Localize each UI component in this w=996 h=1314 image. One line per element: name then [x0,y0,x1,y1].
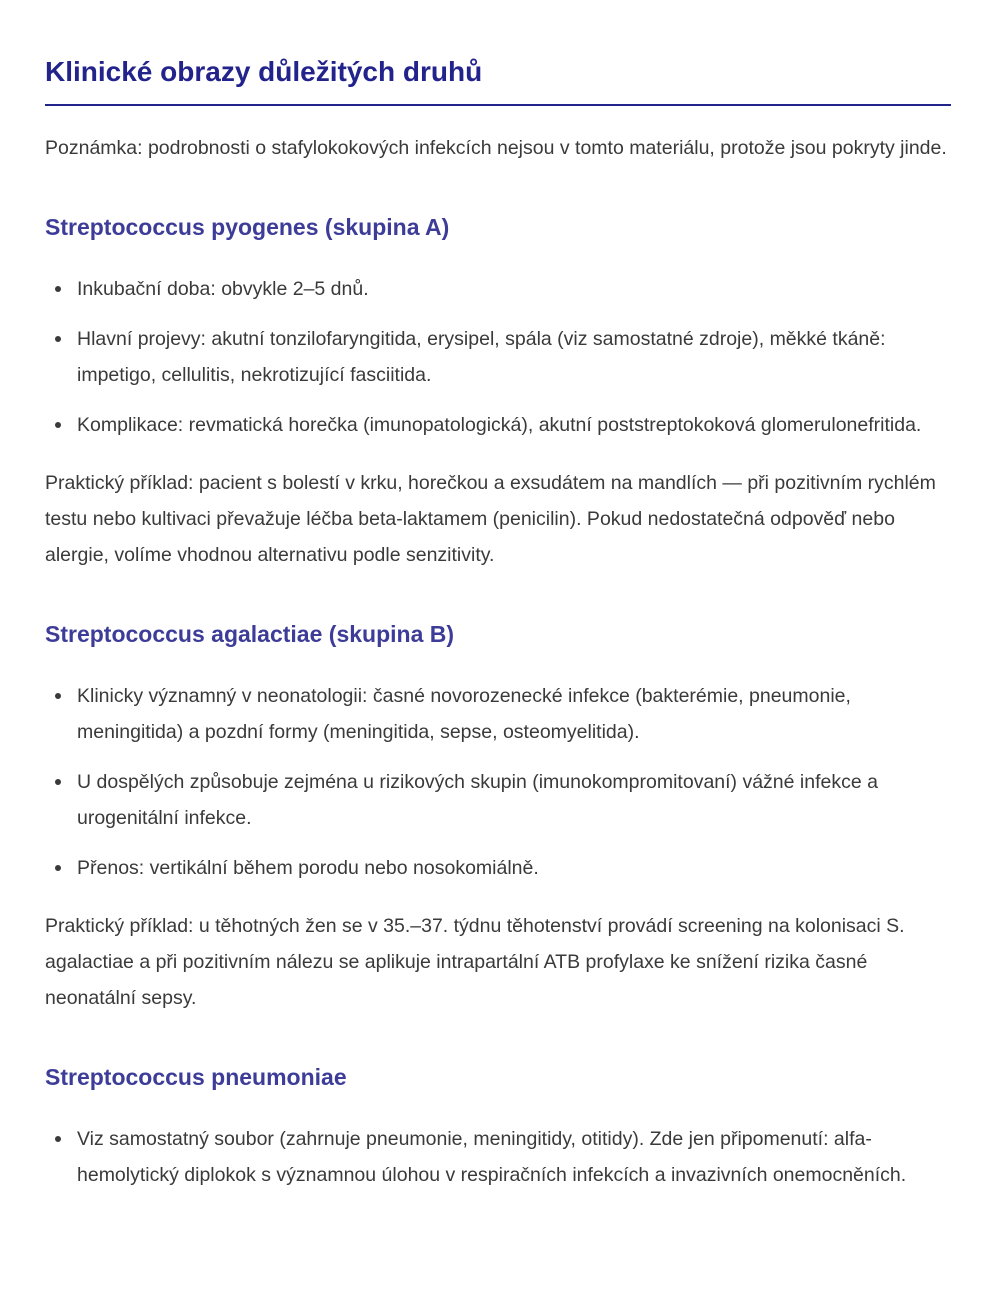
section-list-pneumoniae [45,1121,951,1193]
bullet-icon [55,422,61,428]
section-list-pyogenes [45,271,951,443]
bullet-icon [55,693,61,699]
list-item: Přenos: vertikální během porodu nebo nosokomiálně. [77,850,951,886]
bullet-icon [55,336,61,342]
practical-example-pyogenes: Praktický příklad: pacient s bolestí v krku, horečkou a exsudátem na mandlích — při pozitivním rychlém testu nebo kultivaci převažuje léčba beta-laktamem (penicilin). Pokud nedostatečná odpověď nebo alergie, volíme vhodnou alternativu podle senzitivity. [45,472,936,566]
list-item: Klinicky významný v neonatologii: časné novorozenecké infekce (bakterémie, pneumonie, meningitida) a pozdní formy (meningitida, sepse, osteomyelitida). [77,678,951,750]
bullet-icon [55,286,61,292]
section-heading-pyogenes: Streptococcus pyogenes (skupina A) [45,214,450,240]
list-item: Inkubační doba: obvykle 2–5 dnů. [77,271,951,307]
page-title: Klinické obrazy důležitých druhů [45,52,951,106]
bullet-icon [55,779,61,785]
list-item: U dospělých způsobuje zejména u rizikových skupin (imunokompromitovaní) vážné infekce a urogenitální infekce. [77,764,951,836]
practical-example-agalactiae: Praktický příklad: u těhotných žen se v 35.–37. týdnu těhotenství provádí screening na kolonisaci S. agalactiae a při pozitivním nálezu se aplikuje intrapartální ATB profylaxe ke snížení rizika časné neonatální sepsy. [45,915,905,1009]
intro-note: Poznámka: podrobnosti o stafylokokových infekcích nejsou v tomto materiálu, protože jsou pokryty jinde. [45,137,947,159]
section-list-agalactiae [45,678,951,886]
section-heading-pneumoniae: Streptococcus pneumoniae [45,1064,347,1090]
bullet-icon [55,865,61,871]
list-item: Komplikace: revmatická horečka (imunopatologická), akutní poststreptokoková glomerulonefritida. [77,407,951,443]
section-heading-agalactiae: Streptococcus agalactiae (skupina B) [45,621,455,647]
bullet-icon [55,1136,61,1142]
list-item: Hlavní projevy: akutní tonzilofaryngitida, erysipel, spála (viz samostatné zdroje), měkké tkáně: impetigo, cellulitis, nekrotizující fasciitida. [77,321,951,393]
list-item: Viz samostatný soubor (zahrnuje pneumonie, meningitidy, otitidy). Zde jen připomenutí: alfa-hemolytický diplokok s významnou úlohou v respiračních infekcích a invazivních onemocněních. [77,1121,951,1193]
